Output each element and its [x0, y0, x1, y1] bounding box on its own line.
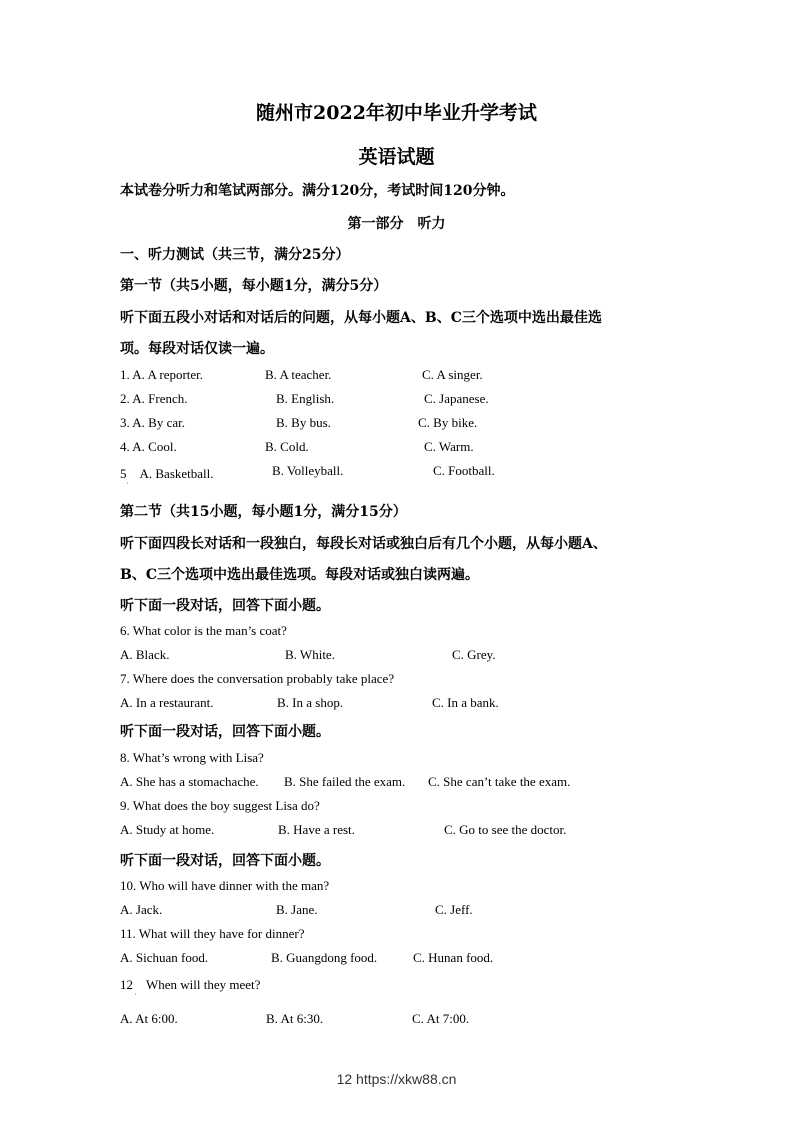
stray-dot: ·	[134, 990, 137, 999]
stray-dot: ·	[126, 479, 129, 488]
q9-option-b: B. Have a rest.	[278, 822, 355, 837]
subsection-2-instruction: 听下面四段长对话和一段独白，每段长对话或独白后有几个小题，从每小题A、	[120, 536, 607, 552]
q4-option-a: 4. A. Cool.	[120, 439, 177, 454]
q7-option-a: A. In a restaurant.	[120, 695, 214, 710]
q12-option-b: B. At 6:30.	[266, 1011, 324, 1026]
q11-question: 11. What will they have for dinner?	[120, 926, 305, 941]
q3-option-b: B. By bus.	[276, 415, 331, 430]
q6-option-a: A. Black.	[120, 647, 170, 662]
q9-question: 9. What does the boy suggest Lisa do?	[120, 798, 320, 813]
q12-option-a: A. At 6:00.	[120, 1011, 178, 1026]
subsection-1-heading: 第一节（共5小题，每小题1分，满分5分）	[120, 278, 388, 294]
q12-question: 12 When will they meet?	[120, 977, 261, 992]
q1-option-a: 1. A. A reporter.	[120, 367, 204, 382]
q6-question: 6. What color is the man’s coat?	[120, 623, 287, 638]
q6-option-b: B. White.	[285, 647, 335, 662]
q10-option-b: B. Jane.	[276, 902, 318, 917]
dialogue-prompt: 听下面一段对话，回答下面小题。	[120, 853, 330, 869]
q10-question: 10. Who will have dinner with the man?	[120, 878, 330, 893]
q9-option-a: A. Study at home.	[120, 822, 215, 837]
page-footer: 12 https://xkw88.cn	[336, 1071, 457, 1087]
exam-intro: 本试卷分听力和笔试两部分。满分120分，考试时间120分钟。	[120, 183, 515, 199]
dialogue-prompt: 听下面一段对话，回答下面小题。	[120, 724, 330, 740]
dialogue-prompt: 听下面一段对话，回答下面小题。	[120, 598, 330, 614]
q5-option-c: C. Football.	[433, 463, 495, 478]
q5-option-a: 5 A. Basketball.	[120, 466, 214, 481]
subsection-1-instruction-cont: 项。每段对话仅读一遍。	[120, 341, 274, 357]
exam-title: 随州市2022年初中毕业升学考试	[256, 102, 537, 124]
q8-option-a: A. She has a stomachache.	[120, 774, 259, 789]
q4-option-b: B. Cold.	[265, 439, 309, 454]
q2-option-a: 2. A. French.	[120, 391, 188, 406]
q11-option-b: B. Guangdong food.	[271, 950, 378, 965]
q7-option-b: B. In a shop.	[277, 695, 344, 710]
subsection-1-instruction: 听下面五段小对话和对话后的问题，从每小题A、B、C三个选项中选出最佳选	[120, 310, 602, 326]
q8-option-c: C. She can’t take the exam.	[428, 774, 571, 789]
q12-option-c: C. At 7:00.	[412, 1011, 470, 1026]
q7-question: 7. Where does the conversation probably take place?	[120, 671, 395, 686]
q3-option-c: C. By bike.	[418, 415, 478, 430]
q6-option-c: C. Grey.	[452, 647, 496, 662]
q10-option-a: A. Jack.	[120, 902, 163, 917]
q1-option-c: C. A singer.	[422, 367, 483, 382]
subsection-2-instruction-cont: B、C三个选项中选出最佳选项。每段对话或独白读两遍。	[120, 567, 479, 583]
q9-option-c: C. Go to see the doctor.	[444, 822, 567, 837]
q1-option-b: B. A teacher.	[265, 367, 332, 382]
subsection-2-heading: 第二节（共15小题，每小题1分，满分15分）	[120, 504, 407, 520]
q3-option-a: 3. A. By car.	[120, 415, 185, 430]
q8-option-b: B. She failed the exam.	[284, 774, 406, 789]
q11-option-c: C. Hunan food.	[413, 950, 494, 965]
section-heading: 一、听力测试（共三节，满分25分）	[120, 247, 350, 263]
q2-option-c: C. Japanese.	[424, 391, 489, 406]
q5-option-b: B. Volleyball.	[272, 463, 344, 478]
exam-subtitle: 英语试题	[358, 146, 435, 168]
q8-question: 8. What’s wrong with Lisa?	[120, 750, 264, 765]
part-heading: 第一部分 听力	[347, 216, 446, 232]
q4-option-c: C. Warm.	[424, 439, 474, 454]
q11-option-a: A. Sichuan food.	[120, 950, 209, 965]
q7-option-c: C. In a bank.	[432, 695, 499, 710]
q10-option-c: C. Jeff.	[435, 902, 473, 917]
q2-option-b: B. English.	[276, 391, 335, 406]
